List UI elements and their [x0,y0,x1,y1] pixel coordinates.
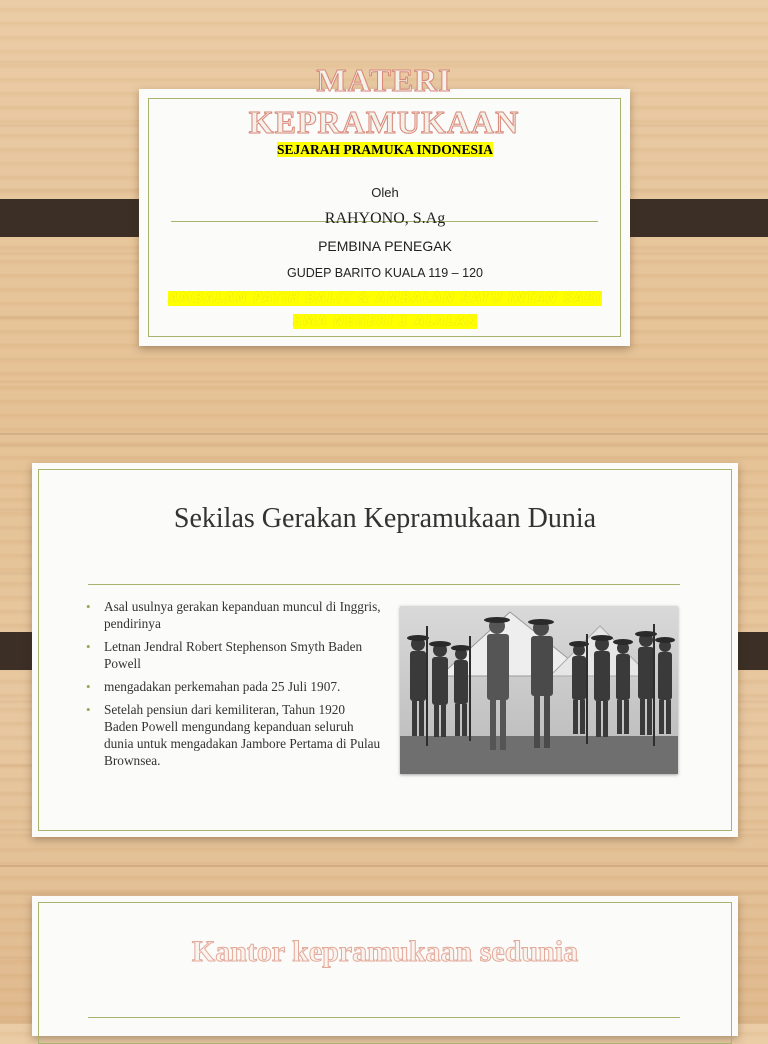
by-label: Oleh [371,185,399,200]
bullet-icon: • [86,679,91,694]
left-strap [0,632,36,670]
list-item: • Letnan Jendral Robert Stephenson Smyth Baden Powell [86,639,363,671]
bullet-icon: • [86,639,91,654]
role: PEMBINA PENEGAK [318,238,452,254]
unit: GUDEP BARITO KUALA 119 – 120 [287,266,483,280]
list-item: • Setelah pensiun dari kemiliteran, Tahun 1920 Baden Powell mengundang kepanduan seluruh dunia untuk mengadakan Jambore Pertama di Pulau Brownsea. [86,702,381,768]
wood-seam [0,433,768,435]
school-text: SMA NEGERI 1 ALALAK [292,314,478,329]
inner-frame [38,902,732,1044]
scouts-photo-illustration [400,606,678,774]
subtitle-text: SEJARAH PRAMUKA INDONESIA [276,142,494,157]
divider-rule [88,584,680,585]
title-line-1: MATERI [316,62,452,98]
list-item: • mengadakan perkemahan pada 25 Juli 1907. [86,679,341,694]
wood-seam [0,865,768,867]
scouts-photo [400,606,678,774]
school-line [140,313,630,329]
author-name: RAHYONO, S.Ag [324,210,446,227]
right-strap [612,199,768,237]
title-line-2: KEPRAMUKAAN [248,104,520,140]
subtitle [140,142,630,158]
bullet-icon: • [86,702,91,717]
slide-heading: Kantor kepramukaan sedunia [191,935,579,968]
ambalan-text: AMBALAN PATIH BALIT & AMBALAN RATU INTAN SARI [168,291,602,306]
ambalan-line [140,290,630,306]
divider-rule [88,1017,680,1018]
list-item: • Asal usulnya gerakan kepanduan muncul di Inggris, pendirinya [86,599,381,631]
bullet-list [86,598,382,775]
slide-heading: Sekilas Gerakan Kepramukaan Dunia [173,503,597,534]
left-strap [0,199,156,237]
bullet-icon: • [86,599,91,614]
